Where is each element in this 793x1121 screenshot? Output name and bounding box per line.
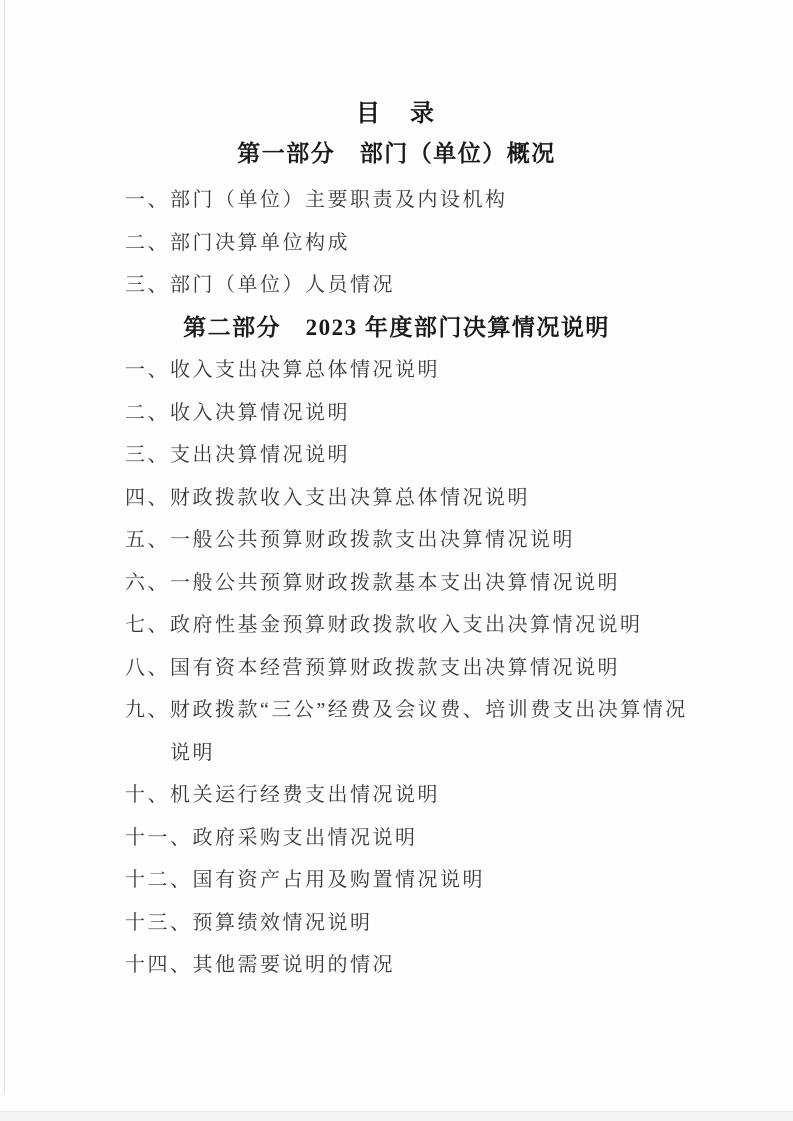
toc-item-s2-1: 一、收入支出决算总体情况说明 bbox=[125, 359, 440, 381]
toc-item-s2-4: 四、财政拨款收入支出决算总体情况说明 bbox=[125, 486, 530, 509]
toc-item-s1-1: 一、部门（单位）主要职责及内设机构 bbox=[125, 189, 508, 211]
table-of-contents bbox=[0, 179, 793, 987]
toc-item-s2-13: 十三、预算绩效情况说明 bbox=[125, 911, 373, 934]
toc-item-s2-5: 五、一般公共预算财政拨款支出决算情况说明 bbox=[125, 529, 575, 551]
section-2-heading: 第二部分 2023 年度部门决算情况说明 bbox=[183, 314, 610, 340]
toc-item-s2-3: 三、支出决算情况说明 bbox=[125, 444, 350, 466]
toc-item-s2-7: 七、政府性基金预算财政拨款收入支出决算情况说明 bbox=[125, 614, 643, 636]
toc-item-s2-8: 八、国有资本经营预算财政拨款支出决算情况说明 bbox=[125, 656, 620, 679]
scan-bottom-shadow bbox=[0, 1111, 793, 1121]
page-title: 目 录 bbox=[356, 101, 437, 127]
toc-item-s2-14: 十四、其他需要说明的情况 bbox=[125, 954, 395, 976]
section-1-heading: 第一部分 部门（单位）概况 bbox=[237, 141, 556, 166]
toc-item-s2-10: 十、机关运行经费支出情况说明 bbox=[125, 784, 440, 806]
toc-item-s2-2: 二、收入决算情况说明 bbox=[125, 401, 350, 424]
toc-item-s1-3: 三、部门（单位）人员情况 bbox=[125, 274, 395, 296]
toc-item-s2-12: 十二、国有资产占用及购置情况说明 bbox=[125, 869, 485, 891]
scan-edge-line bbox=[4, 0, 5, 1093]
toc-item-s1-2: 二、部门决算单位构成 bbox=[125, 231, 350, 254]
toc-item-s2-9: 九、财政拨款“三公”经费及会议费、培训费支出决算情况 bbox=[125, 699, 688, 721]
toc-item-s2-6: 六、一般公共预算财政拨款基本支出决算情况说明 bbox=[125, 571, 620, 594]
toc-item-s2-9-continuation: 说明 bbox=[170, 741, 215, 764]
toc-item-s2-11: 十一、政府采购支出情况说明 bbox=[125, 826, 418, 849]
